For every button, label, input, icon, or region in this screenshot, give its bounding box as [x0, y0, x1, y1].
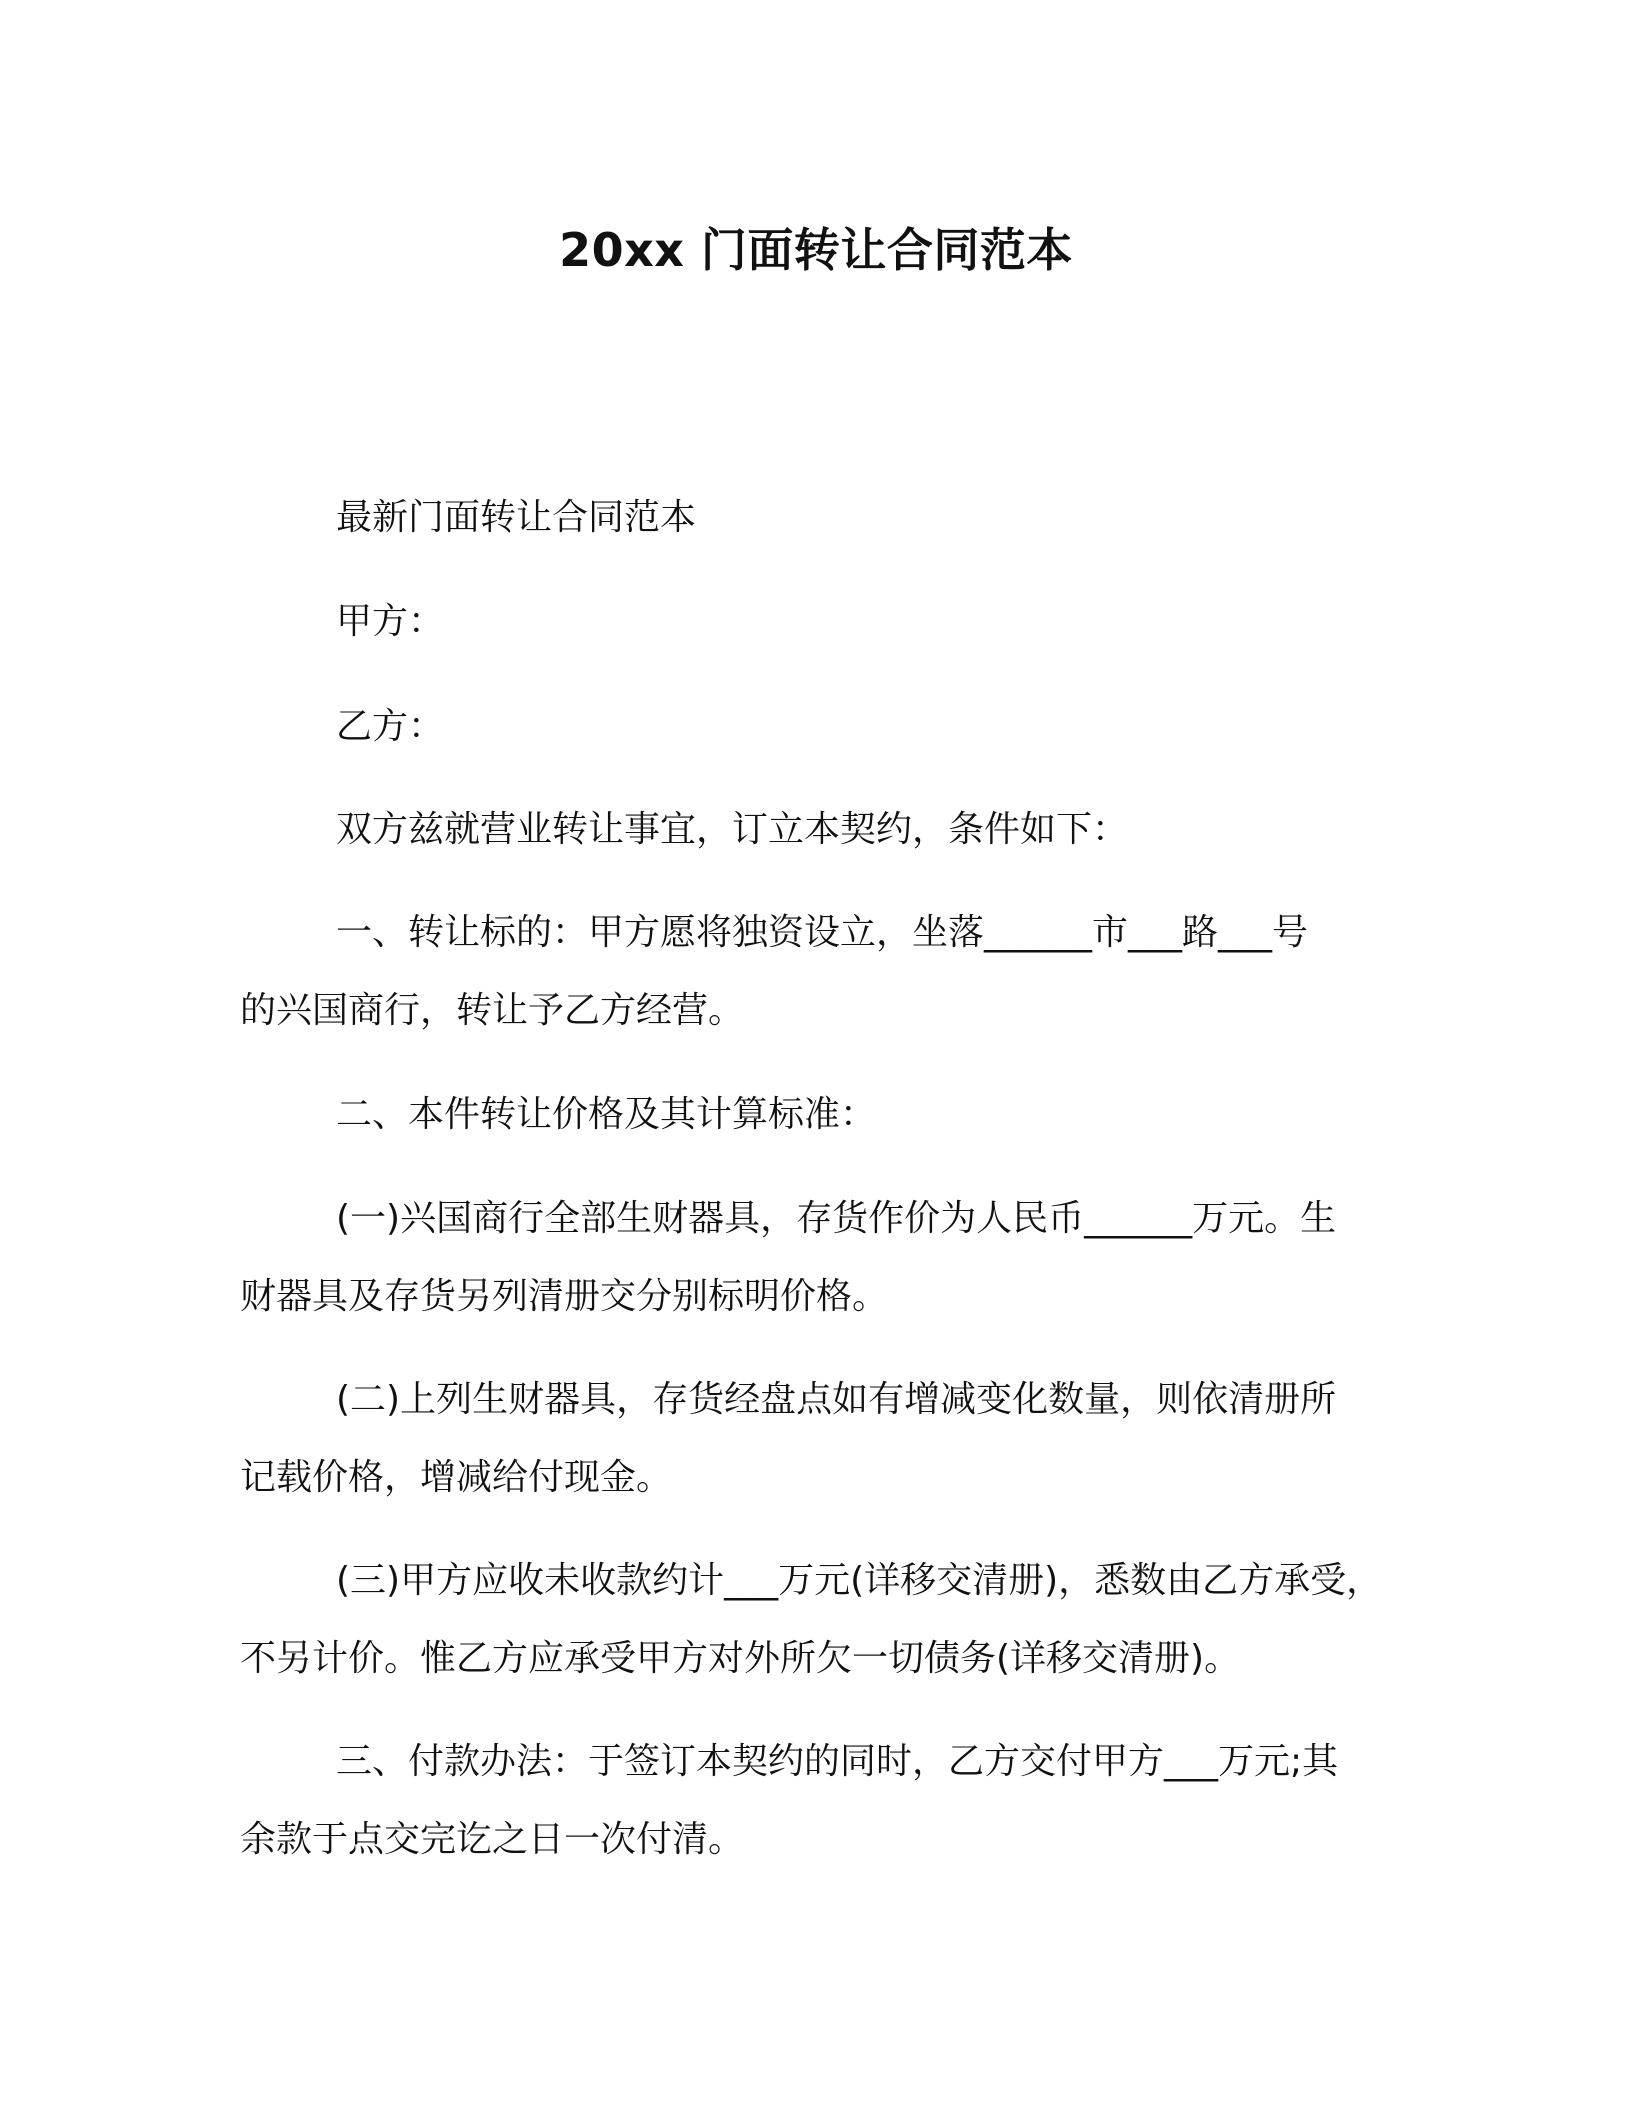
clause2-heading: 二、本件转让价格及其计算标准：	[336, 1094, 877, 1135]
document-title: 20xx 门面转让合同范本	[559, 223, 1073, 277]
party-b-label: 乙方：	[336, 706, 445, 747]
clause2-item1-line1: (一)兴国商行全部生财器具，存货作价为人民币______万元。生	[336, 1198, 1337, 1239]
document-subtitle: 最新门面转让合同范本	[336, 497, 697, 538]
clause1-line2: 的兴国商行，转让予乙方经营。	[240, 990, 745, 1031]
clause2-item3-line1: (三)甲方应收未收款约计___万元(详移交清册)，悉数由乙方承受，	[336, 1560, 1383, 1601]
clause1-line1: 一、转让标的：甲方愿将独资设立，坐落______市___路___号	[336, 912, 1309, 953]
clause3-line1: 三、付款办法：于签订本契约的同时，乙方交付甲方___万元;其	[336, 1741, 1339, 1782]
intro-paragraph: 双方兹就营业转让事宜，订立本契约，条件如下：	[336, 809, 1129, 850]
party-a-label: 甲方：	[336, 601, 445, 642]
clause2-item2-line1: (二)上列生财器具，存货经盘点如有增减变化数量，则依清册所	[336, 1379, 1337, 1420]
clause2-item2-line2: 记载价格，增减给付现金。	[240, 1457, 673, 1498]
clause3-line2: 余款于点交完讫之日一次付清。	[240, 1819, 745, 1860]
clause2-item3-line2: 不另计价。惟乙方应承受甲方对外所欠一切债务(详移交清册)。	[240, 1638, 1241, 1679]
clause2-item1-line2: 财器具及存货另列清册交分别标明价格。	[240, 1276, 889, 1317]
